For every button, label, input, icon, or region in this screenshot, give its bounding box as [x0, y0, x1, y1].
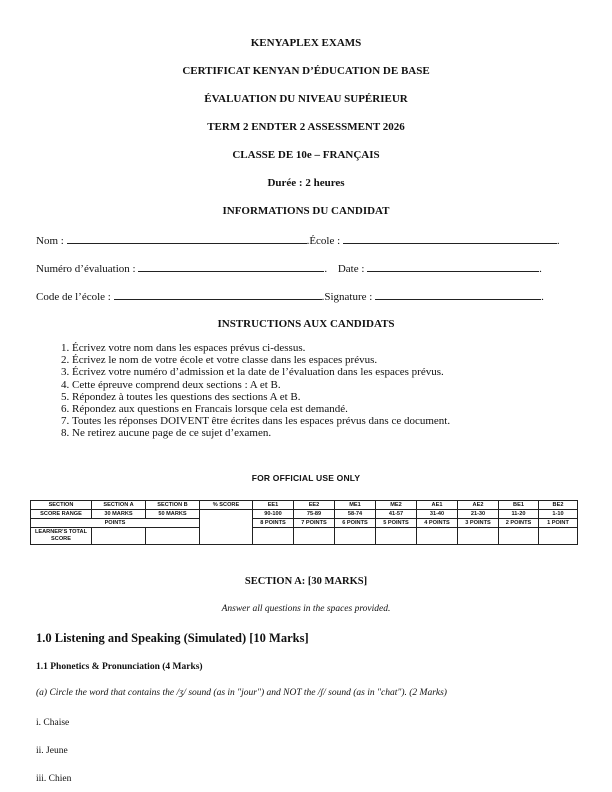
instruction-item: 2. Écrivez le nom de votre école et votre classe dans les espaces prévus.	[72, 354, 612, 366]
assessment-term: TERM 2 ENDTER 2 ASSESSMENT 2026	[207, 121, 405, 133]
table-cell: 5 POINTS	[376, 519, 417, 528]
table-cell: SECTION	[31, 501, 92, 510]
class-subject: CLASSE DE 10e – FRANÇAIS	[232, 149, 380, 161]
period: .	[539, 263, 542, 275]
table-cell: BE1	[499, 501, 539, 510]
instruction-item: 5. Répondez à toutes les questions des sections A et B.	[72, 391, 612, 403]
table-cell: AE2	[458, 501, 499, 510]
date-field[interactable]	[367, 262, 539, 272]
school-label: .École :	[306, 235, 341, 247]
school-field[interactable]	[343, 234, 557, 244]
table-cell: 41-57	[376, 510, 417, 519]
table-cell: 1 POINT	[539, 519, 578, 528]
instruction-item: 4. Cette épreuve comprend deux sections : A et B.	[72, 379, 612, 391]
field-row-number-date	[36, 262, 588, 274]
instruction-item: 1. Écrivez votre nom dans les espaces prévus ci-dessus.	[72, 342, 612, 354]
signature-label: .Signature :	[321, 291, 373, 303]
school-code-field[interactable]	[114, 290, 322, 300]
period: .	[556, 235, 560, 247]
grade-cell[interactable]	[458, 528, 499, 545]
name-field[interactable]	[67, 234, 307, 244]
table-cell: 75-89	[294, 510, 335, 519]
answer-option[interactable]: iii. Chien	[36, 774, 72, 784]
eval-number-field[interactable]	[138, 262, 324, 272]
table-cell: 8 POINTS	[253, 519, 294, 528]
date-label: Date :	[337, 263, 365, 275]
table-cell: AE1	[417, 501, 458, 510]
table-cell: 6 POINTS	[335, 519, 376, 528]
question-heading: 1.0 Listening and Speaking (Simulated) [10 Marks]	[36, 631, 309, 645]
table-cell: ME2	[376, 501, 417, 510]
table-cell: 31-40	[417, 510, 458, 519]
table-cell: ME1	[335, 501, 376, 510]
table-cell: 21-30	[458, 510, 499, 519]
period: .	[324, 263, 328, 275]
field-row-name-school	[36, 234, 588, 246]
grade-cell[interactable]	[417, 528, 458, 545]
section-b-score-cell[interactable]	[146, 528, 200, 545]
percent-score-cell[interactable]	[200, 510, 253, 545]
exam-duration: Durée : 2 heures	[267, 177, 345, 189]
table-cell: EE2	[294, 501, 335, 510]
grade-cell[interactable]	[499, 528, 539, 545]
section-a-score-cell[interactable]	[92, 528, 146, 545]
official-use-heading: FOR OFFICIAL USE ONLY	[251, 473, 361, 483]
table-cell: 2 POINTS	[499, 519, 539, 528]
table-row	[31, 510, 578, 519]
table-cell: EE1	[253, 501, 294, 510]
table-cell: 7 POINTS	[294, 519, 335, 528]
section-a-title: SECTION A: [30 MARKS]	[244, 576, 368, 587]
instruction-item: 3. Écrivez votre numéro d’admission et la date de l’évaluation dans les espaces prévus.	[72, 366, 612, 378]
table-cell: 90-100	[253, 510, 294, 519]
table-cell: 50 MARKS	[146, 510, 200, 519]
school-code-label: Code de l’école :	[36, 291, 111, 303]
section-a-instruction: Answer all questions in the spaces provided.	[221, 604, 391, 614]
table-cell: 3 POINTS	[458, 519, 499, 528]
instruction-item: 6. Répondez aux questions en Francais lorsque cela est demandé.	[72, 403, 612, 415]
question-text: (a) Circle the word that contains the /ʒ/ sound (as in "jour") and NOT the /ʃ/ sound (as in "chat"). (2 Marks)	[36, 688, 447, 698]
table-row	[31, 528, 578, 545]
table-cell: SECTION A	[92, 501, 146, 510]
table-cell: 30 MARKS	[92, 510, 146, 519]
certificate-title: CERTIFICAT KENYAN D’ÉDUCATION DE BASE	[182, 65, 430, 77]
grade-cell[interactable]	[294, 528, 335, 545]
table-cell: 1-10	[539, 510, 578, 519]
table-cell: LEARNER’S TOTAL SCORE	[31, 528, 92, 545]
answer-option[interactable]: i. Chaise	[36, 718, 70, 728]
name-label: Nom :	[36, 235, 64, 247]
table-cell: POINTS	[31, 519, 200, 528]
eval-number-label: Numéro d’évaluation :	[36, 263, 136, 275]
table-cell: 4 POINTS	[417, 519, 458, 528]
table-row	[31, 501, 578, 510]
instructions-list	[36, 342, 612, 440]
instruction-item: 8. Ne retirez aucune page de ce sujet d’examen.	[72, 427, 612, 439]
evaluation-level: ÉVALUATION DU NIVEAU SUPÉRIEUR	[204, 93, 408, 105]
candidate-info-heading: INFORMATIONS DU CANDIDAT	[222, 205, 390, 217]
table-cell: SCORE RANGE	[31, 510, 92, 519]
exam-board-title: KENYAPLEX EXAMS	[250, 37, 362, 49]
period: .	[541, 291, 544, 303]
table-cell: % SCORE	[200, 501, 253, 510]
table-cell: BE2	[539, 501, 578, 510]
signature-field[interactable]	[375, 290, 541, 300]
answer-option[interactable]: ii. Jeune	[36, 746, 68, 756]
table-row	[31, 519, 578, 528]
grade-cell[interactable]	[335, 528, 376, 545]
instructions-heading: INSTRUCTIONS AUX CANDIDATS	[217, 318, 395, 330]
table-cell: 11-20	[499, 510, 539, 519]
grade-cell[interactable]	[539, 528, 578, 545]
question-subheading: 1.1 Phonetics & Pronunciation (4 Marks)	[36, 662, 203, 672]
table-cell: 58-74	[335, 510, 376, 519]
table-cell: SECTION B	[146, 501, 200, 510]
instruction-item: 7. Toutes les réponses DOIVENT être écrites dans les espaces prévus dans ce document.	[72, 415, 612, 427]
grade-cell[interactable]	[376, 528, 417, 545]
score-table	[30, 500, 578, 545]
field-row-code-signature	[36, 290, 588, 302]
grade-cell[interactable]	[253, 528, 294, 545]
